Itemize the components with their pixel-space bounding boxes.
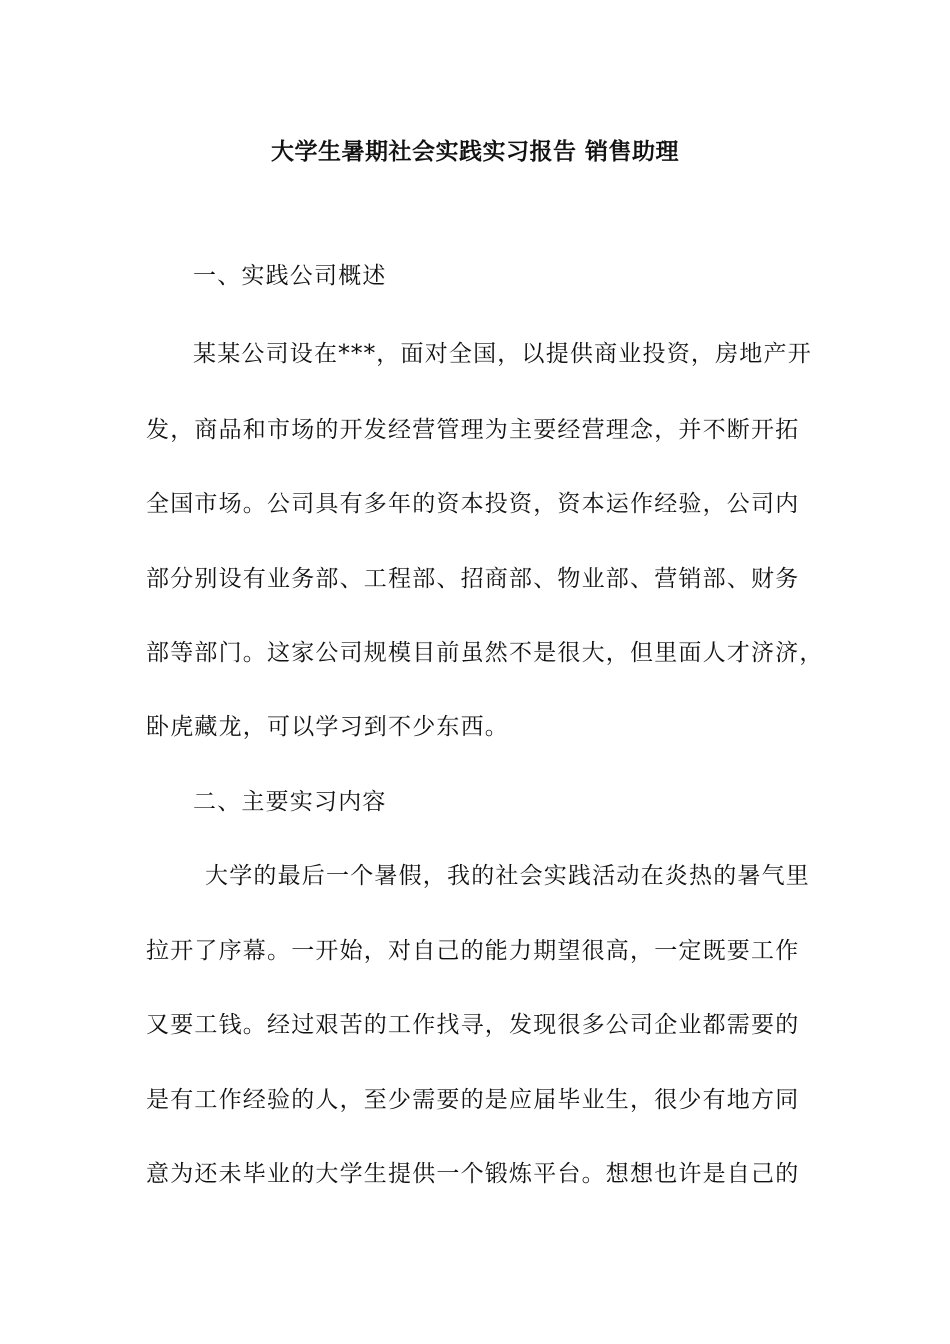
- paragraph-line: 意为还未毕业的大学生提供一个锻炼平台。想想也许是自己的: [146, 1161, 800, 1187]
- paragraph-line: 是有工作经验的人，至少需要的是应届毕业生，很少有地方同: [146, 1087, 800, 1113]
- paragraph-line: 部等部门。这家公司规模目前虽然不是很大，但里面人才济济，: [146, 640, 824, 666]
- paragraph-line: 部分别设有业务部、工程部、招商部、物业部、营销部、财务: [146, 566, 800, 592]
- section-heading-internship-content: 二、主要实习内容: [193, 789, 387, 815]
- paragraph-line: 又要工钱。经过艰苦的工作找寻，发现很多公司企业都需要的: [146, 1012, 800, 1038]
- paragraph-line: 全国市场。公司具有多年的资本投资，资本运作经验，公司内: [146, 491, 800, 517]
- section-heading-company-overview: 一、实践公司概述: [193, 263, 387, 289]
- paragraph-line: 某某公司设在***，面对全国，以提供商业投资，房地产开: [193, 341, 812, 367]
- paragraph-line: 大学的最后一个暑假，我的社会实践活动在炎热的暑气里: [205, 863, 810, 889]
- paragraph-line: 拉开了序幕。一开始，对自己的能力期望很高，一定既要工作: [146, 938, 800, 964]
- paragraph-line: 发，商品和市场的开发经营管理为主要经营理念，并不断开拓: [146, 417, 800, 443]
- paragraph-line: 卧虎藏龙，可以学习到不少东西。: [146, 714, 509, 740]
- document-title: 大学生暑期社会实践实习报告 销售助理: [270, 139, 679, 165]
